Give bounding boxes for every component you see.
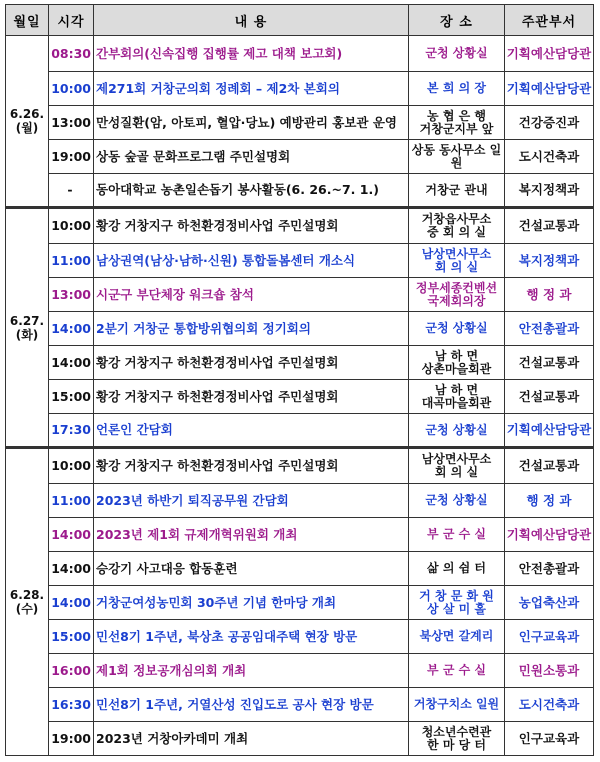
dept-cell: 건설교통과	[505, 448, 594, 484]
content-cell: 2023년 거창아카데미 개최	[94, 722, 409, 756]
content-cell: 언론인 간담회	[94, 414, 409, 448]
time-cell: 19:00	[49, 722, 94, 756]
time-cell: 11:00	[49, 484, 94, 518]
place-cell: 삶 의 쉼 터	[409, 552, 505, 586]
schedule-sheet	[5, 4, 594, 756]
time-cell: -	[49, 174, 94, 208]
table-row	[6, 448, 594, 484]
table-row	[6, 72, 594, 106]
content-cell: 황강 거창지구 하천환경정비사업 주민설명회	[94, 346, 409, 380]
time-cell: 10:00	[49, 72, 94, 106]
time-cell: 10:00	[49, 208, 94, 244]
dept-cell: 인구교육과	[505, 620, 594, 654]
time-cell: 11:00	[49, 244, 94, 278]
header-content: 내 용	[94, 5, 409, 36]
place-cell: 거 창 문 화 원 상 살 미 홀	[409, 586, 505, 620]
table-row	[6, 278, 594, 312]
table-row	[6, 586, 594, 620]
content-cell: 민선8기 1주년, 북상초 공공임대주택 현장 방문	[94, 620, 409, 654]
time-cell: 16:30	[49, 688, 94, 722]
time-cell: 16:00	[49, 654, 94, 688]
schedule-table	[5, 4, 594, 756]
content-cell: 민선8기 1주년, 거열산성 진입도로 공사 현장 방문	[94, 688, 409, 722]
date-label: 6.26. (월)	[9, 107, 45, 135]
content-cell: 제1회 정보공개심의회 개최	[94, 654, 409, 688]
table-row	[6, 414, 594, 448]
content-cell: 남상권역(남상·남하·신원) 통합돌봄센터 개소식	[94, 244, 409, 278]
table-row	[6, 484, 594, 518]
place-cell: 농 협 은 행 거창군지부 앞	[409, 106, 505, 140]
header-row	[6, 5, 594, 36]
dept-cell: 복지정책과	[505, 244, 594, 278]
table-row	[6, 688, 594, 722]
content-cell: 제271회 거창군의회 정례회 – 제2차 본회의	[94, 72, 409, 106]
dept-cell: 기획예산담당관	[505, 36, 594, 72]
date-label: 6.28. (수)	[9, 588, 45, 616]
time-cell: 14:00	[49, 518, 94, 552]
dept-cell: 인구교육과	[505, 722, 594, 756]
table-row	[6, 106, 594, 140]
content-cell: 만성질환(암, 아토피, 혈압·당뇨) 예방관리 홍보관 운영	[94, 106, 409, 140]
dept-cell: 농업축산과	[505, 586, 594, 620]
time-cell: 13:00	[49, 106, 94, 140]
content-cell: 거창군여성농민회 30주년 기념 한마당 개최	[94, 586, 409, 620]
place-cell: 남 하 면 상촌마을회관	[409, 346, 505, 380]
content-cell: 황강 거창지구 하천환경정비사업 주민설명회	[94, 448, 409, 484]
time-cell: 14:00	[49, 312, 94, 346]
place-cell: 거창구치소 일원	[409, 688, 505, 722]
place-cell: 군청 상황실	[409, 484, 505, 518]
place-cell: 부 군 수 실	[409, 654, 505, 688]
table-row	[6, 722, 594, 756]
time-cell: 14:00	[49, 586, 94, 620]
table-row	[6, 174, 594, 208]
place-cell: 청소년수련관 한 마 당 터	[409, 722, 505, 756]
time-cell: 14:00	[49, 552, 94, 586]
header-time: 시각	[49, 5, 94, 36]
date-cell	[6, 208, 49, 448]
table-row	[6, 312, 594, 346]
table-row	[6, 380, 594, 414]
content-cell: 황강 거창지구 하천환경정비사업 주민설명회	[94, 208, 409, 244]
place-cell: 군청 상황실	[409, 36, 505, 72]
dept-cell: 도시건축과	[505, 688, 594, 722]
table-row	[6, 140, 594, 174]
place-cell: 거창군 관내	[409, 174, 505, 208]
place-cell: 거창읍사무소 중 회 의 실	[409, 208, 505, 244]
place-cell: 정부세종컨벤션 국제회의장	[409, 278, 505, 312]
content-cell: 2분기 거창군 통합방위협의회 정기회의	[94, 312, 409, 346]
header-date: 월일	[6, 5, 49, 36]
dept-cell: 복지정책과	[505, 174, 594, 208]
time-cell: 17:30	[49, 414, 94, 448]
content-cell: 2023년 하반기 퇴직공무원 간담회	[94, 484, 409, 518]
time-cell: 19:00	[49, 140, 94, 174]
place-cell: 북상면 갈계리	[409, 620, 505, 654]
dept-cell: 기획예산담당관	[505, 518, 594, 552]
dept-cell: 건설교통과	[505, 346, 594, 380]
place-cell: 남상면사무소 회 의 실	[409, 448, 505, 484]
table-row	[6, 346, 594, 380]
place-cell: 본 희 의 장	[409, 72, 505, 106]
dept-cell: 행 정 과	[505, 278, 594, 312]
place-cell: 남상면사무소 회 의 실	[409, 244, 505, 278]
time-cell: 15:00	[49, 380, 94, 414]
header-dept: 주관부서	[505, 5, 594, 36]
date-cell	[6, 36, 49, 208]
time-cell: 08:30	[49, 36, 94, 72]
content-cell: 간부회의(신속집행 집행률 제고 대책 보고회)	[94, 36, 409, 72]
place-cell: 상동 동사무소 일원	[409, 140, 505, 174]
place-cell: 부 군 수 실	[409, 518, 505, 552]
dept-cell: 기획예산담당관	[505, 414, 594, 448]
dept-cell: 도시건축과	[505, 140, 594, 174]
time-cell: 15:00	[49, 620, 94, 654]
dept-cell: 건설교통과	[505, 208, 594, 244]
dept-cell: 건설교통과	[505, 380, 594, 414]
time-cell: 10:00	[49, 448, 94, 484]
dept-cell: 안전총괄과	[505, 312, 594, 346]
content-cell: 2023년 제1회 규제개혁위원회 개최	[94, 518, 409, 552]
table-row	[6, 518, 594, 552]
date-cell	[6, 448, 49, 756]
dept-cell: 행 정 과	[505, 484, 594, 518]
time-cell: 13:00	[49, 278, 94, 312]
place-cell: 군청 상황실	[409, 312, 505, 346]
dept-cell: 안전총괄과	[505, 552, 594, 586]
content-cell: 승강기 사고대응 합동훈련	[94, 552, 409, 586]
content-cell: 시군구 부단체장 워크숍 참석	[94, 278, 409, 312]
table-row	[6, 654, 594, 688]
table-row	[6, 36, 594, 72]
content-cell: 황강 거창지구 하천환경정비사업 주민설명회	[94, 380, 409, 414]
dept-cell: 건강증진과	[505, 106, 594, 140]
content-cell: 동아대학교 농촌일손돕기 봉사활동(6. 26.~7. 1.)	[94, 174, 409, 208]
content-cell: 상동 숲골 문화프로그램 주민설명회	[94, 140, 409, 174]
table-row	[6, 620, 594, 654]
time-cell: 14:00	[49, 346, 94, 380]
table-row	[6, 552, 594, 586]
place-cell: 남 하 면 대곡마을회관	[409, 380, 505, 414]
table-row	[6, 244, 594, 278]
table-row	[6, 208, 594, 244]
place-cell: 군청 상황실	[409, 414, 505, 448]
header-place: 장 소	[409, 5, 505, 36]
schedule-body	[6, 36, 594, 756]
dept-cell: 민원소통과	[505, 654, 594, 688]
dept-cell: 기획예산담당관	[505, 72, 594, 106]
date-label: 6.27. (화)	[9, 313, 45, 342]
